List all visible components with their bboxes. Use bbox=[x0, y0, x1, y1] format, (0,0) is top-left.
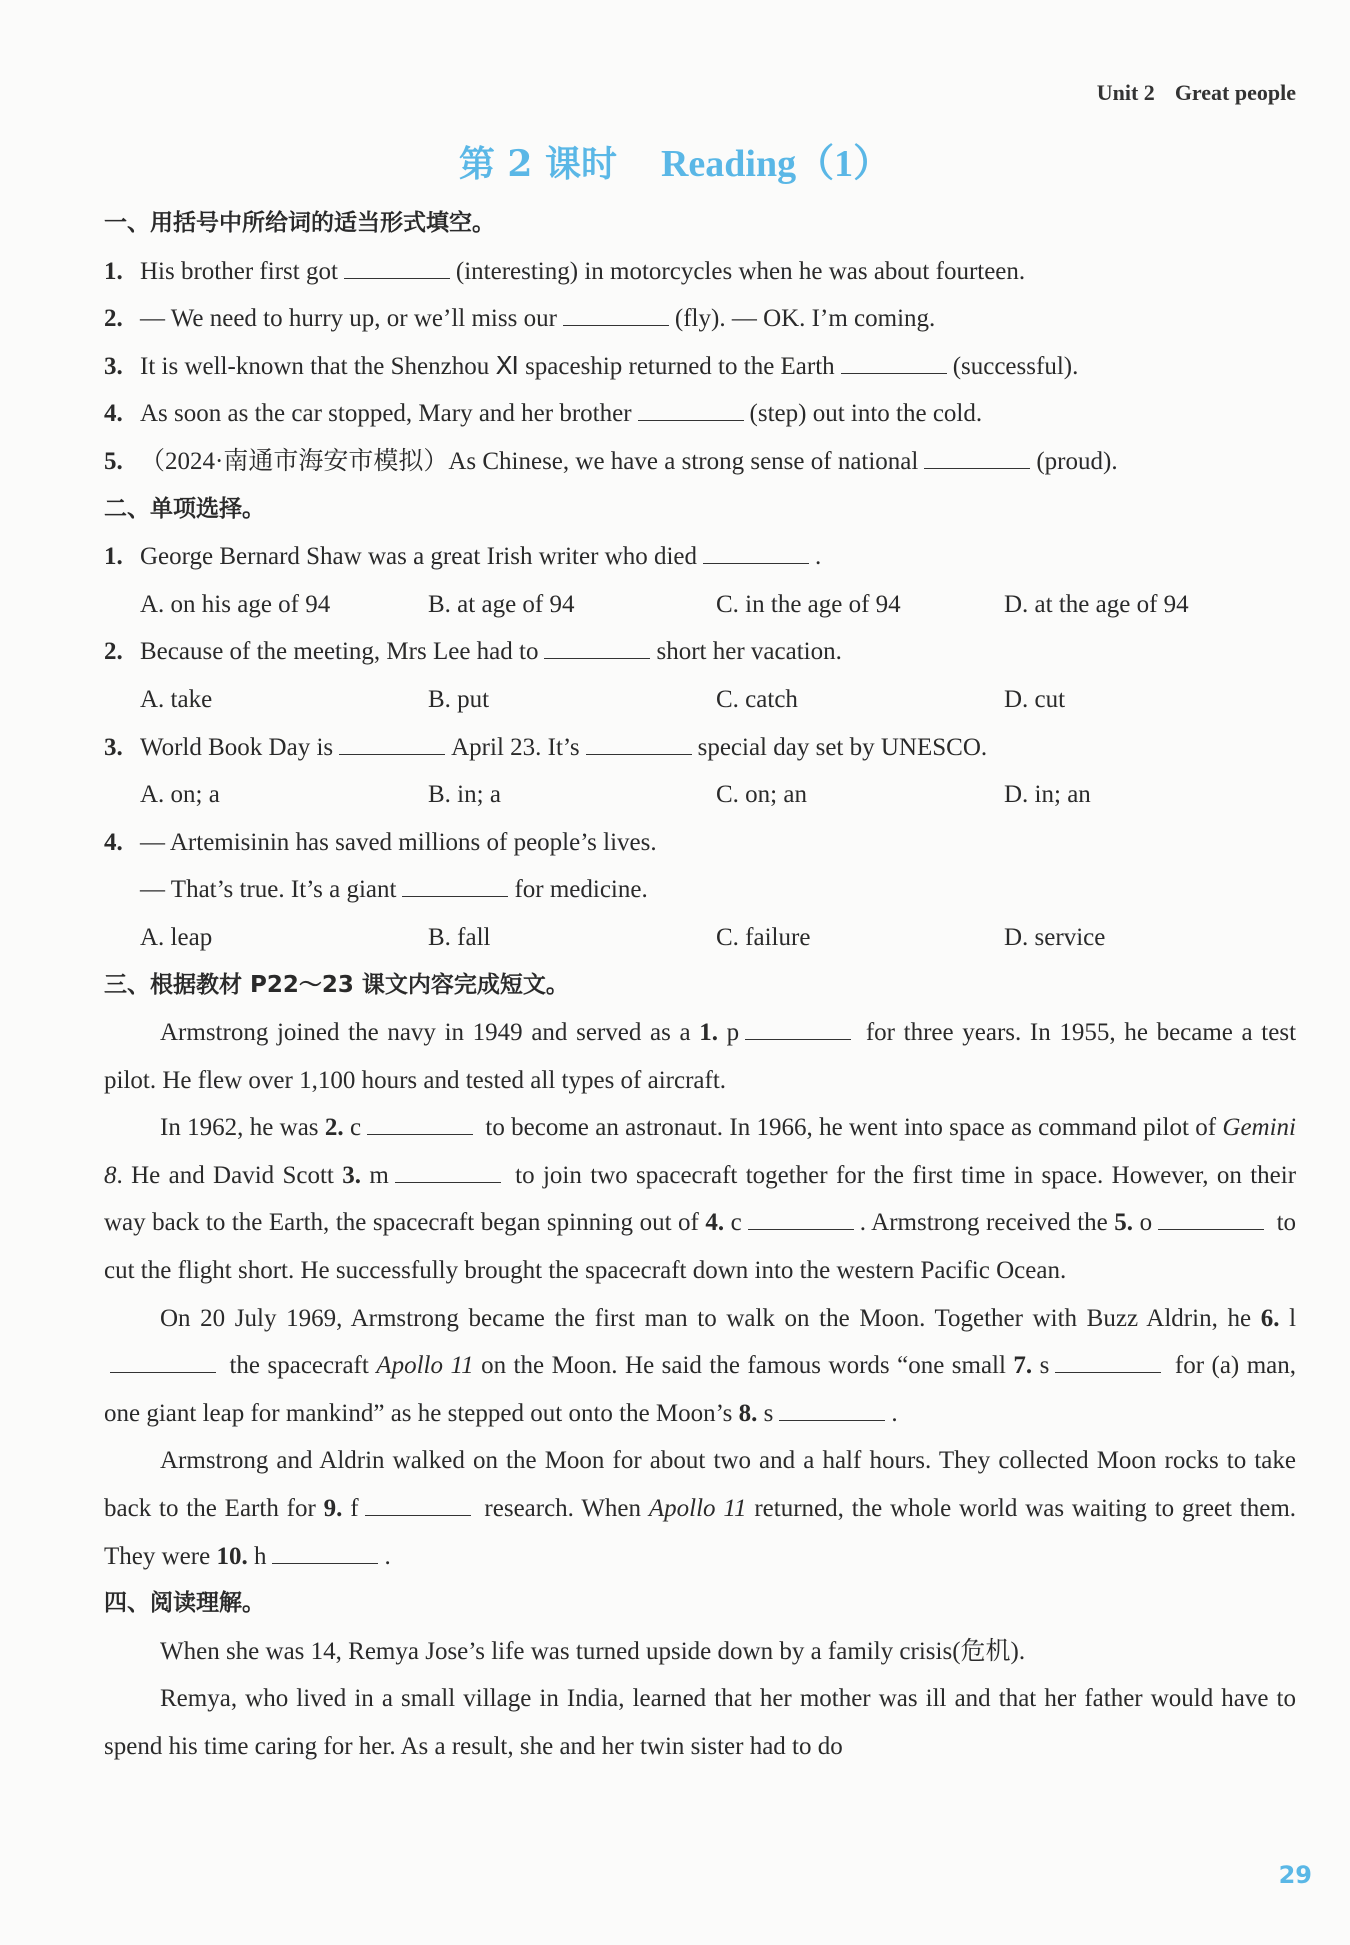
option-b[interactable]: B. in; a bbox=[428, 781, 501, 809]
unit-label: Unit 2 bbox=[1096, 80, 1155, 105]
answer-blank[interactable] bbox=[402, 872, 508, 897]
option-b[interactable]: B. put bbox=[428, 685, 490, 713]
answer-blank[interactable] bbox=[586, 730, 692, 755]
cloze-paragraph-3: On 20 July 1969, Armstrong became the first man to walk on the Moon. Together with Buzz Aldrin, he 6. l the spacecraft Apollo 11 on the Moon. He said the famous words “one small 7. s for (a) man, one giant leap for mankind” as he stepped out onto the Moon’s 8. s . bbox=[104, 1304, 1297, 1427]
cloze-passage bbox=[104, 1009, 1296, 1580]
lesson-title-en: Reading（1） bbox=[660, 143, 892, 185]
answer-blank[interactable] bbox=[924, 444, 1030, 469]
answer-blank[interactable] bbox=[344, 254, 450, 279]
unit-topic: Great people bbox=[1174, 80, 1296, 105]
option-d[interactable]: D. cut bbox=[1004, 685, 1066, 713]
option-d[interactable]: D. in; an bbox=[1004, 781, 1091, 809]
sec1-item-5: 5. （2024·南通市海安市模拟）As Chinese, we have a strong sense of national (proud). bbox=[104, 438, 1296, 486]
page-number: 29 bbox=[1278, 1861, 1312, 1889]
sec2-q1-options bbox=[104, 581, 1296, 629]
answer-blank[interactable] bbox=[638, 396, 744, 421]
sec2-question-1: 1. George Bernard Shaw was a great Irish writer who died . bbox=[104, 533, 1296, 581]
option-c[interactable]: C. catch bbox=[716, 685, 798, 713]
sec2-q2-options bbox=[104, 676, 1296, 724]
option-b[interactable]: B. at age of 94 bbox=[428, 590, 575, 618]
answer-blank[interactable] bbox=[544, 634, 650, 659]
answer-blank[interactable] bbox=[1055, 1348, 1161, 1373]
sec2-question-2: 2. Because of the meeting, Mrs Lee had to short her vacation. bbox=[104, 628, 1296, 676]
answer-blank[interactable] bbox=[703, 539, 809, 564]
answer-blank[interactable] bbox=[339, 730, 445, 755]
section-3-heading: 三、根据教材 P22～23 课文内容完成短文。 bbox=[104, 971, 569, 998]
sec2-question-4: 4. — Artemisinin has saved millions of people’s lives. bbox=[104, 828, 657, 856]
answer-blank[interactable] bbox=[779, 1396, 885, 1421]
sec1-item-3: 3. It is well-known that the Shenzhou Ⅺ spaceship returned to the Earth (successful). bbox=[104, 343, 1296, 391]
cloze-paragraph-2: In 1962, he was 2. c to become an astronaut. In 1966, he went into space as command pilot of Gemini 8. He and David Scott 3. m to join two spacecraft together for the first time in space. However, on their way back to the Earth, the spacecraft began spinning out of 4. c . Armstrong received the 5. o to cut the flight short. He successfully brought the spacecraft down into the western Pacific Ocean. bbox=[104, 1104, 1296, 1294]
option-d[interactable]: D. service bbox=[1004, 923, 1106, 951]
cloze-paragraph-1: Armstrong joined the navy in 1949 and served as a 1. p for three years. In 1955, he became a test pilot. He flew over 1,100 hours and tested all types of aircraft. bbox=[104, 1009, 1296, 1104]
sec1-item-2: 2. — We need to hurry up, or we’ll miss our (fly). — OK. I’m coming. bbox=[104, 295, 1296, 343]
option-a[interactable]: A. take bbox=[140, 685, 213, 713]
sec1-item-4: 4. As soon as the car stopped, Mary and her brother (step) out into the cold. bbox=[104, 390, 1296, 438]
answer-blank[interactable] bbox=[272, 1539, 378, 1564]
option-b[interactable]: B. fall bbox=[428, 923, 491, 951]
reading-paragraph-1: When she was 14, Remya Jose’s life was turned upside down by a family crisis(危机). bbox=[160, 1637, 1026, 1665]
answer-blank[interactable] bbox=[748, 1205, 854, 1230]
answer-blank[interactable] bbox=[563, 301, 669, 326]
option-a[interactable]: A. on his age of 94 bbox=[140, 590, 331, 618]
sec1-item-1: 1. His brother first got (interesting) in motorcycles when he was about fourteen. bbox=[104, 248, 1296, 296]
sec2-q3-options bbox=[104, 771, 1296, 819]
sec2-question-4-reply: — That’s true. It’s a giant for medicine. bbox=[104, 866, 1296, 914]
section-4-heading: 四、阅读理解。 bbox=[104, 1590, 265, 1617]
lesson-title-cn: 第 2 课时 bbox=[458, 143, 617, 185]
answer-blank[interactable] bbox=[841, 349, 947, 374]
option-a[interactable]: A. leap bbox=[140, 923, 213, 951]
lesson-title bbox=[0, 132, 1350, 187]
worksheet-content bbox=[104, 200, 1296, 1771]
sec2-q4-options bbox=[104, 914, 1296, 962]
answer-blank[interactable] bbox=[365, 1491, 471, 1516]
section-2-heading: 二、单项选择。 bbox=[104, 495, 265, 522]
sec2-question-3: 3. World Book Day is April 23. It’s special day set by UNESCO. bbox=[104, 724, 1296, 772]
answer-blank[interactable] bbox=[1158, 1205, 1264, 1230]
answer-blank[interactable] bbox=[367, 1110, 473, 1135]
option-c[interactable]: C. failure bbox=[716, 923, 811, 951]
option-c[interactable]: C. on; an bbox=[716, 781, 807, 809]
section-1-heading: 一、用括号中所给词的适当形式填空。 bbox=[104, 210, 495, 236]
answer-blank[interactable] bbox=[745, 1015, 851, 1040]
option-d[interactable]: D. at the age of 94 bbox=[1004, 590, 1189, 618]
reading-passage bbox=[104, 1628, 1296, 1771]
option-a[interactable]: A. on; a bbox=[140, 781, 220, 809]
answer-blank[interactable] bbox=[395, 1158, 501, 1183]
reading-paragraph-2: Remya, who lived in a small village in India, learned that her mother was ill and that her father would have to spend his time caring for her. As a result, she and her twin sister had to do bbox=[104, 1685, 1296, 1760]
answer-blank[interactable] bbox=[110, 1348, 216, 1373]
option-c[interactable]: C. in the age of 94 bbox=[716, 590, 901, 618]
unit-header bbox=[1097, 80, 1296, 106]
cloze-paragraph-4: Armstrong and Aldrin walked on the Moon for about two and a half hours. They collected Moon rocks to take back to the Earth for 9. f research. When Apollo 11 returned, the whole world was waiting to greet them. They were 10. h . bbox=[104, 1447, 1297, 1570]
